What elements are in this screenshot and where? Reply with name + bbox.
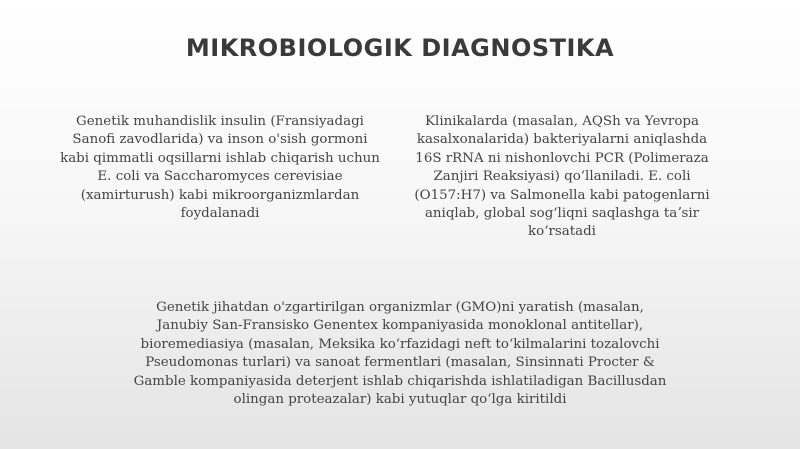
left-text-block: Genetik muhandislik insulin (Fransiyadagi Sanofi zavodlarida) va inson o'sish gormoni kabi qimmatli oqsillarni ishlab chiqarish uchun E. coli va Saccharomyces cerevisiae (xamirturush) kabi mikroorganizmlardan foydalanadi [60,114,380,222]
right-text-block: Klinikalarda (masalan, AQSh va Yevropa kasalxonalarida) bakteriyalarni aniqlashda 16S rRNA ni nishonlovchi PCR (Polimeraza Zanjiri Reaksiyasi) qoʻllaniladi. E. coli (O157:H7) va Salmonella kabi patogenlarni aniqlab, global sogʻliqni saqlashga taʼsir koʻrsatadi [414,114,710,240]
slide-title: MIKROBIOLOGIK DIAGNOSTIKA [185,34,615,62]
bottom-text-block: Genetik jihatdan o'zgartirilgan organizmlar (GMO)ni yaratish (masalan, Janubiy San-Fransisko Genentex kompaniyasida monoklonal antitellar), bioremediasiya (masalan, Meksika koʻrfazidagi neft toʻkilmalarini tozalovchi Pseudomonas turlari) va sanoat fermentlari (masalan, Sinsinnati Procter & Gamble kompaniyasida deterjent ishlab chiqarishda ishlatiladigan Bacillusdan olingan proteazalar) kabi yutuqlar qoʻlga kiritildi [133,300,667,408]
